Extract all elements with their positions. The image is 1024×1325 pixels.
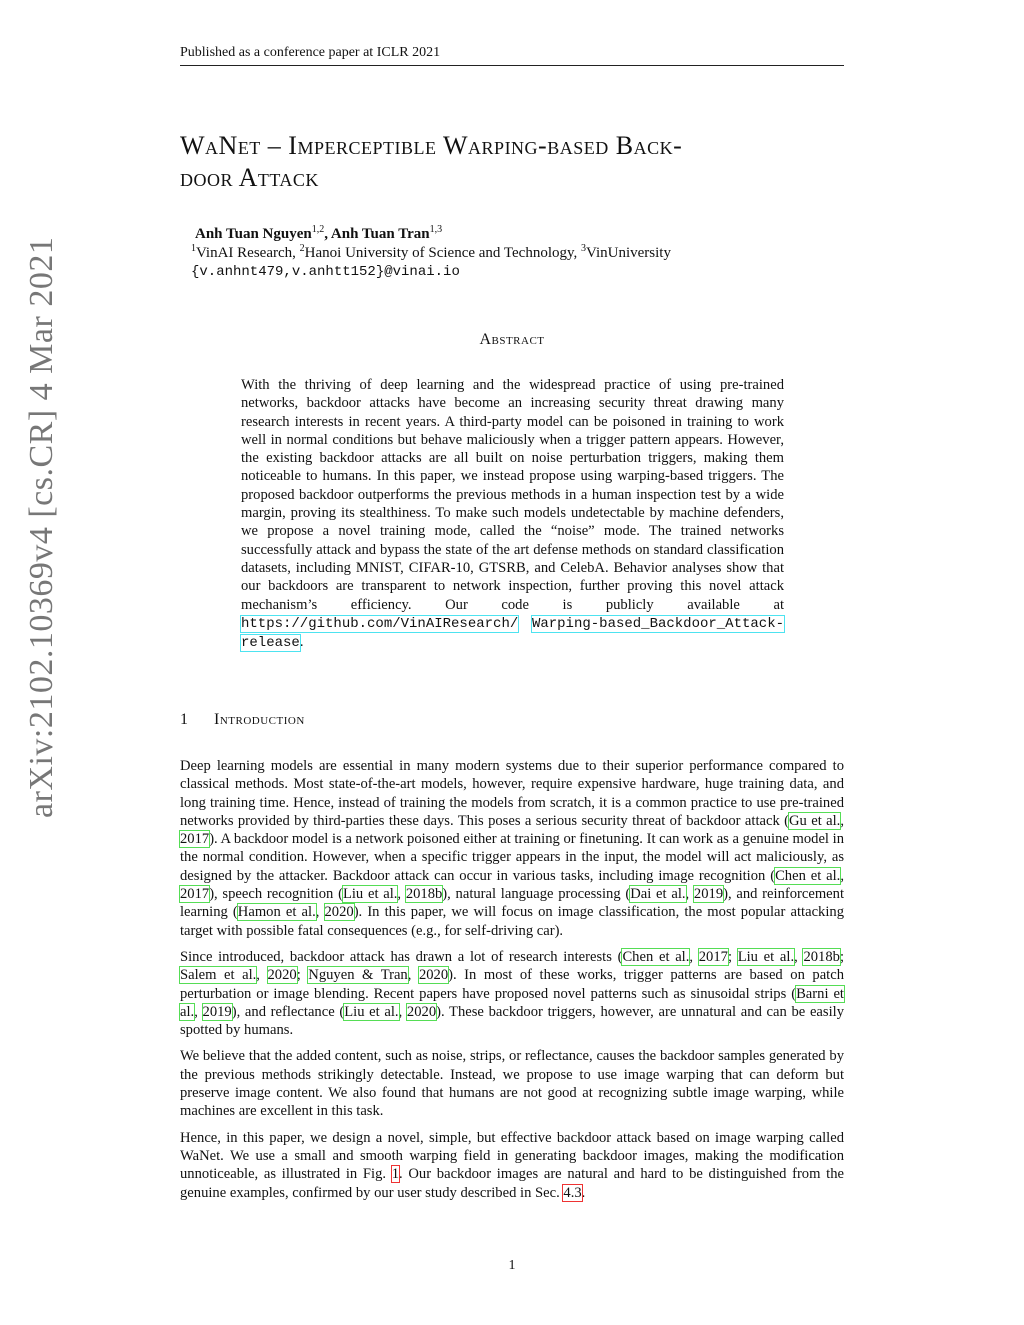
abstract-text: With the thriving of deep learning and the widespread practice of using pre-trained networks, backdoor attacks have become an increasing security threat drawing many research interests in recent years. A third-party model can be poisoned in training to work well in normal conditions but behave maliciously when a trigger pattern appears. However, the existing backdoor attacks are all built on noise perturbation triggers, making them noticeable to humans. In this paper, we instead propose using warping-based triggers. The proposed backdoor outperforms the previous methods in a human inspection test by a wide margin, proving its stealthiness. To make such models undetectable by machine defenders, we propose a novel training mode, called the “noise” mode. The trained networks successfully attack and bypass the state of the art defense methods on standard classification datasets, including MNIST, CIFAR-10, GTSRB, and CelebA. Behavior analyses show that our backdoors are transparent to network inspection, further proving this novel attack mechanism’s efficiency. Our code is publicly available at https://github.com/VinAIResearch/ Warping-based_Backdoor_Attack-release. (241, 377, 784, 652)
citation-year-link[interactable]: 2020 (324, 904, 354, 921)
citation-year-link[interactable]: 2020 (418, 967, 449, 984)
citation-link[interactable]: Chen et al. (775, 867, 841, 884)
section-number: 1 (180, 711, 189, 728)
paper-title (180, 130, 844, 194)
affiliations: $^1$VinAI Research, $^2$Hanoi University of Science and Technology, $^3$VinUniversity (191, 243, 671, 261)
section-title: Introduction (214, 711, 305, 728)
section-heading (180, 711, 844, 729)
citation-link[interactable]: Liu et al. (342, 886, 398, 903)
paragraph-2: Since introduced, backdoor attack has drawn a lot of research interests (Chen et al., 2017; Liu et al., 2018b; Salem et al., 2020; Nguyen & Tran, 2020). In most of these works, trigger patterns are based on patch perturbation or image blending. Recent papers have proposed novel patterns such as sinusoidal strips (Barni et al., 2019), and reflectance (Liu et al., 2020). These backdoor triggers, however, are unnatural and can be easily spotted by humans. (180, 948, 845, 1039)
paragraph-4: Hence, in this paper, we design a novel, simple, but effective backdoor attack based on image warping called WaNet. We use a small and smooth warping field in generating backdoor images, making the modification unnoticeable, as illustrated in Fig. 1. Our backdoor images are natural and hard to be distinguished from the genuine examples, confirmed by our user study described in Sec. 4.3. (180, 1129, 844, 1201)
citation-link[interactable]: Barni et al. (180, 985, 844, 1020)
citation-year-link[interactable]: 2018b (803, 948, 840, 965)
citation-link[interactable]: Nguyen & Tran (308, 967, 408, 984)
title-line-1: WaNet – Imperceptible Warping-based Back- (180, 131, 683, 160)
citation-link[interactable]: Gu et al. (789, 812, 841, 829)
citation-year-link[interactable]: 2020 (406, 1003, 437, 1020)
citation-year-link[interactable]: 2020 (267, 967, 297, 984)
running-header: Published as a conference paper at ICLR 2021 (180, 45, 441, 60)
abstract-heading: Abstract (479, 331, 545, 348)
section-ref-link[interactable]: 4.3 (563, 1184, 582, 1201)
author-1: Anh Tuan Nguyen (195, 226, 312, 242)
citation-link[interactable]: Liu et al. (344, 1003, 399, 1020)
introduction-body (180, 757, 844, 1210)
citation-year-link[interactable]: 2017 (698, 948, 728, 965)
citation-link[interactable]: Salem et al. (180, 967, 257, 984)
citation-link[interactable]: Liu et al. (737, 948, 795, 965)
figure-ref-link[interactable]: 1 (391, 1166, 400, 1183)
citation-link[interactable]: Hamon et al. (237, 904, 316, 921)
author-names: Anh Tuan Nguyen$^{1,2}$, Anh Tuan Tran$^{1,3}$ (195, 224, 443, 242)
header-rule (180, 65, 844, 66)
arxiv-stamp: arXiv:2102.10369v4 [cs.CR] 4 Mar 2021 (23, 236, 60, 818)
page-number: 1 (508, 1258, 516, 1273)
citation-year-link[interactable]: 2017 (180, 831, 210, 848)
author-2: Anh Tuan Tran (330, 226, 430, 242)
author-emails: {v.anhnt479,v.anhtt152}@vinai.io (191, 264, 460, 280)
citation-link[interactable]: Chen et al. (622, 948, 690, 965)
citation-year-link[interactable]: 2017 (180, 886, 210, 903)
paragraph-3: We believe that the added content, such as noise, strips, or reflectance, causes the backdoor samples generated by the previous methods strikingly detectable. Instead, we propose to use image warping that can deform but preserve image content. We also found that humans are not good at recognizing subtle image warping, while machines are excellent in this task. (180, 1048, 844, 1120)
author-block (191, 224, 835, 282)
title-line-2: door Attack (180, 163, 319, 192)
citation-link[interactable]: Dai et al. (630, 886, 686, 903)
citation-year-link[interactable]: 2019 (202, 1003, 232, 1020)
code-link[interactable]: https://github.com/VinAIResearch/ (241, 615, 519, 632)
code-link-continued[interactable]: Warping-based_Backdoor_Attack-release (241, 615, 784, 652)
citation-year-link[interactable]: 2019 (693, 886, 724, 903)
paragraph-1: Deep learning models are essential in many modern systems due to their superior performance compared to classical methods. Most state-of-the-art models, however, require expensive hardware, huge training data, and long training time. Hence, instead of training the models from scratch, it is a common practice to use pre-trained networks provided by third-parties these days. This poses a serious security threat of backdoor attack (Gu et al., 2017). A backdoor model is a network poisoned either at training or finetuning. It can work as a genuine model in the normal condition. However, when a specific trigger appears in the input, the model will act maliciously, as designed by the attacker. Backdoor attack can occur in various tasks, including image recognition (Chen et al., 2017), speech recognition (Liu et al., 2018b), natural language processing (Dai et al., 2019), and reinforcement learning (Hamon et al., 2020). In this paper, we will focus on image classification, the most popular attacking target with possible fatal consequences (e.g., for self-driving car). (180, 758, 845, 939)
citation-year-link[interactable]: 2018b (405, 886, 443, 903)
